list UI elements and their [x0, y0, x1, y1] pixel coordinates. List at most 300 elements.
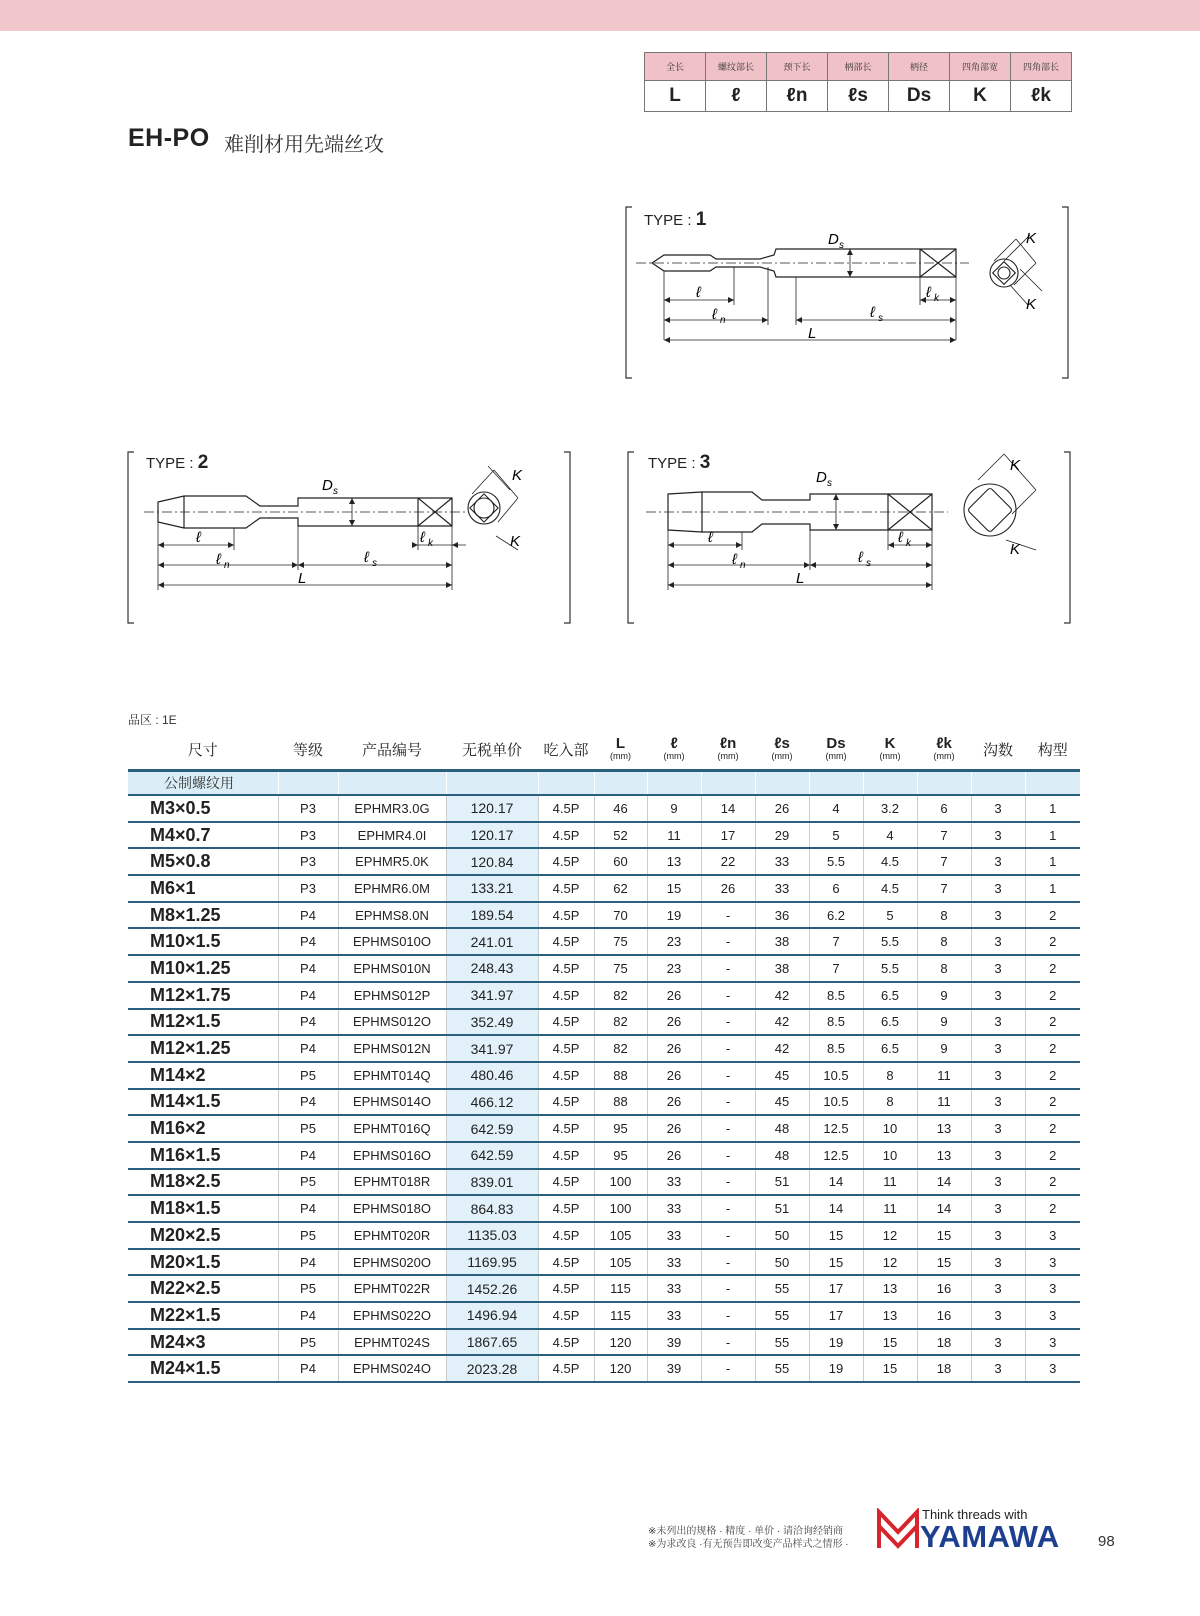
cell-price: 120.84 [446, 848, 538, 875]
cell-cls: P4 [278, 1302, 338, 1329]
cell-K: 4.5 [863, 875, 917, 902]
dim-ls-label: ℓ [858, 549, 863, 566]
cell-K: 6.5 [863, 1035, 917, 1062]
cell-price: 466.12 [446, 1089, 538, 1116]
cell-ln: - [701, 1115, 755, 1142]
legend-symbol: ℓ [706, 81, 767, 112]
cell-lk: 8 [917, 902, 971, 929]
cell-ls: 42 [755, 1035, 809, 1062]
cell-K: 12 [863, 1249, 917, 1276]
cell-chamfer: 4.5P [538, 1169, 594, 1196]
table-row [128, 1329, 1080, 1356]
table-row [128, 1169, 1080, 1196]
cell-L: 70 [594, 902, 647, 929]
cell-flutes: 3 [971, 795, 1025, 822]
footnote-line: ※未列出的规格 · 精度 · 单价 · 请洽询经销商 [648, 1526, 844, 1537]
cell-ln: - [701, 1062, 755, 1089]
cell-lk: 18 [917, 1329, 971, 1356]
table-row [128, 848, 1080, 875]
cell-lk: 9 [917, 982, 971, 1009]
dim-K-label-top: K [1010, 457, 1021, 474]
cell-cls: P5 [278, 1115, 338, 1142]
spec-table [128, 731, 1080, 1383]
cell-cls: P4 [278, 1249, 338, 1276]
cell-code: EPHMT016Q [338, 1115, 446, 1142]
col-price: 无税单价 [446, 731, 538, 770]
cell-L: 95 [594, 1115, 647, 1142]
cell-K: 12 [863, 1222, 917, 1249]
cell-ln: - [701, 982, 755, 1009]
legend-symbol: ℓk [1011, 81, 1072, 112]
cell-K: 5 [863, 902, 917, 929]
dim-lk-sub: k [934, 293, 939, 304]
cell-size: M16×1.5 [128, 1142, 278, 1169]
cell-chamfer: 4.5P [538, 1302, 594, 1329]
cell-code: EPHMR3.0G [338, 795, 446, 822]
dim-l-label: ℓ [696, 284, 701, 301]
table-row [128, 1249, 1080, 1276]
cell-l: 26 [647, 1089, 701, 1116]
type3-label: TYPE : 3 [648, 452, 711, 473]
cell-ls: 29 [755, 822, 809, 849]
cell-code: EPHMS010O [338, 928, 446, 955]
cell-type: 3 [1025, 1222, 1080, 1249]
cell-ln: 26 [701, 875, 755, 902]
cell-size: M12×1.75 [128, 982, 278, 1009]
cell-type: 3 [1025, 1275, 1080, 1302]
cell-price: 341.97 [446, 982, 538, 1009]
table-row [128, 1195, 1080, 1222]
legend-symbol: K [950, 81, 1011, 112]
cell-cls: P4 [278, 1009, 338, 1036]
cell-l: 15 [647, 875, 701, 902]
cell-cls: P5 [278, 1329, 338, 1356]
cell-lk: 18 [917, 1355, 971, 1382]
col-size: 尺寸 [128, 731, 278, 770]
col-class: 等级 [278, 731, 338, 770]
dim-l-label: ℓ [196, 529, 201, 546]
cell-chamfer: 4.5P [538, 1115, 594, 1142]
cell-chamfer: 4.5P [538, 875, 594, 902]
cell-K: 13 [863, 1275, 917, 1302]
cell-ls: 45 [755, 1089, 809, 1116]
dim-lk-sub: k [428, 538, 433, 549]
top-color-band [0, 0, 1200, 31]
cell-price: 864.83 [446, 1195, 538, 1222]
cell-code: EPHMT020R [338, 1222, 446, 1249]
cell-K: 5.5 [863, 955, 917, 982]
cell-Ds: 17 [809, 1302, 863, 1329]
cell-K: 8 [863, 1062, 917, 1089]
cell-L: 100 [594, 1169, 647, 1196]
col-l: ℓ (mm) [647, 731, 701, 770]
type2-diagram [126, 450, 576, 625]
cell-size: M22×1.5 [128, 1302, 278, 1329]
cell-l: 11 [647, 822, 701, 849]
table-row [128, 1035, 1080, 1062]
cell-flutes: 3 [971, 822, 1025, 849]
cell-cls: P4 [278, 982, 338, 1009]
legend-symbol: L [645, 81, 706, 112]
cell-flutes: 3 [971, 928, 1025, 955]
cell-ls: 55 [755, 1302, 809, 1329]
cell-cls: P4 [278, 902, 338, 929]
cell-K: 6.5 [863, 1009, 917, 1036]
col-ln: ℓn (mm) [701, 731, 755, 770]
cell-lk: 16 [917, 1275, 971, 1302]
cell-code: EPHMT022R [338, 1275, 446, 1302]
type1-diagram [624, 205, 1074, 380]
cell-chamfer: 4.5P [538, 1089, 594, 1116]
cell-ls: 38 [755, 928, 809, 955]
cell-l: 26 [647, 1035, 701, 1062]
cell-flutes: 3 [971, 875, 1025, 902]
cell-cls: P5 [278, 1275, 338, 1302]
cell-chamfer: 4.5P [538, 982, 594, 1009]
table-row [128, 955, 1080, 982]
cell-lk: 13 [917, 1142, 971, 1169]
cell-ls: 33 [755, 848, 809, 875]
cell-price: 352.49 [446, 1009, 538, 1036]
cell-chamfer: 4.5P [538, 928, 594, 955]
dim-ls-label: ℓ [364, 549, 369, 566]
cell-L: 62 [594, 875, 647, 902]
cell-cls: P3 [278, 822, 338, 849]
cell-code: EPHMS012P [338, 982, 446, 1009]
cell-Ds: 8.5 [809, 982, 863, 1009]
cell-code: EPHMS022O [338, 1302, 446, 1329]
cell-L: 52 [594, 822, 647, 849]
cell-Ds: 5 [809, 822, 863, 849]
brand-tagline: Think threads with [922, 1507, 1028, 1522]
col-ls: ℓs (mm) [755, 731, 809, 770]
cell-chamfer: 4.5P [538, 955, 594, 982]
dim-Ds-sub: s [839, 240, 844, 251]
cell-l: 26 [647, 982, 701, 1009]
cell-L: 88 [594, 1062, 647, 1089]
cell-chamfer: 4.5P [538, 1062, 594, 1089]
cell-lk: 6 [917, 795, 971, 822]
cell-type: 3 [1025, 1355, 1080, 1382]
table-row [128, 1142, 1080, 1169]
type1-label: TYPE : 1 [644, 209, 707, 230]
cell-lk: 9 [917, 1009, 971, 1036]
cell-K: 15 [863, 1355, 917, 1382]
cell-chamfer: 4.5P [538, 1009, 594, 1036]
table-row [128, 902, 1080, 929]
col-Ds: Ds (mm) [809, 731, 863, 770]
cell-l: 26 [647, 1009, 701, 1036]
cell-flutes: 3 [971, 1035, 1025, 1062]
cell-l: 39 [647, 1329, 701, 1356]
cell-ln: - [701, 1355, 755, 1382]
cell-type: 1 [1025, 822, 1080, 849]
cell-ls: 33 [755, 875, 809, 902]
cell-ls: 42 [755, 982, 809, 1009]
cell-flutes: 3 [971, 1089, 1025, 1116]
cell-type: 2 [1025, 1169, 1080, 1196]
cell-size: M20×2.5 [128, 1222, 278, 1249]
cell-size: M20×1.5 [128, 1249, 278, 1276]
cell-type: 3 [1025, 1329, 1080, 1356]
cell-l: 33 [647, 1222, 701, 1249]
cell-K: 8 [863, 1089, 917, 1116]
cell-chamfer: 4.5P [538, 1222, 594, 1249]
cell-type: 2 [1025, 1142, 1080, 1169]
cell-ln: - [701, 1169, 755, 1196]
cell-ln: - [701, 1195, 755, 1222]
cell-L: 75 [594, 928, 647, 955]
dim-L-label: L [808, 325, 817, 342]
cell-Ds: 8.5 [809, 1035, 863, 1062]
cell-type: 2 [1025, 1009, 1080, 1036]
cell-size: M16×2 [128, 1115, 278, 1142]
cell-ln: - [701, 1329, 755, 1356]
cell-ls: 48 [755, 1115, 809, 1142]
cell-ls: 38 [755, 955, 809, 982]
cell-l: 33 [647, 1169, 701, 1196]
table-row [128, 1009, 1080, 1036]
cell-K: 4.5 [863, 848, 917, 875]
cell-lk: 15 [917, 1249, 971, 1276]
table-row [128, 1222, 1080, 1249]
cell-code: EPHMS010N [338, 955, 446, 982]
cell-chamfer: 4.5P [538, 1355, 594, 1382]
dim-l-label: ℓ [708, 529, 713, 546]
cell-ln: - [701, 902, 755, 929]
cell-L: 82 [594, 1035, 647, 1062]
cell-lk: 9 [917, 1035, 971, 1062]
cell-price: 120.17 [446, 795, 538, 822]
cell-price: 642.59 [446, 1115, 538, 1142]
cell-cls: P4 [278, 1355, 338, 1382]
cell-lk: 8 [917, 928, 971, 955]
dim-ln-sub: n [720, 315, 726, 326]
metric-thread-label: 公制螺纹用 [128, 770, 278, 795]
dim-ls-sub: s [866, 558, 871, 569]
cell-price: 642.59 [446, 1142, 538, 1169]
cell-K: 11 [863, 1195, 917, 1222]
col-lk: ℓk (mm) [917, 731, 971, 770]
footnote [648, 1525, 849, 1551]
cell-ln: 22 [701, 848, 755, 875]
cell-ln: - [701, 1275, 755, 1302]
cell-ls: 45 [755, 1062, 809, 1089]
cell-price: 120.17 [446, 822, 538, 849]
cell-flutes: 3 [971, 1355, 1025, 1382]
dim-K-label-bottom: K [1010, 541, 1021, 558]
cell-type: 2 [1025, 928, 1080, 955]
cell-Ds: 15 [809, 1222, 863, 1249]
cell-size: M3×0.5 [128, 795, 278, 822]
cell-K: 6.5 [863, 982, 917, 1009]
cell-l: 13 [647, 848, 701, 875]
legend-symbol: ℓn [767, 81, 828, 112]
cell-L: 105 [594, 1249, 647, 1276]
cell-chamfer: 4.5P [538, 1249, 594, 1276]
cell-code: EPHMS016O [338, 1142, 446, 1169]
cell-l: 33 [647, 1195, 701, 1222]
dim-ln-sub: n [740, 560, 746, 571]
col-K: K (mm) [863, 731, 917, 770]
cell-flutes: 3 [971, 1302, 1025, 1329]
cell-type: 1 [1025, 875, 1080, 902]
table-row [128, 1355, 1080, 1382]
dim-lk-label: ℓ [420, 529, 425, 546]
cell-ln: - [701, 928, 755, 955]
cell-flutes: 3 [971, 1062, 1025, 1089]
type3-diagram [626, 450, 1076, 625]
dim-Ds-sub: s [333, 486, 338, 497]
cell-type: 1 [1025, 795, 1080, 822]
cell-type: 2 [1025, 1062, 1080, 1089]
cell-type: 1 [1025, 848, 1080, 875]
cell-size: M10×1.25 [128, 955, 278, 982]
cell-Ds: 8.5 [809, 1009, 863, 1036]
product-code-title: EH-PO [128, 124, 210, 152]
cell-Ds: 6 [809, 875, 863, 902]
cell-code: EPHMR6.0M [338, 875, 446, 902]
cell-lk: 11 [917, 1062, 971, 1089]
cell-size: M18×1.5 [128, 1195, 278, 1222]
dim-ls-label: ℓ [870, 304, 875, 321]
cell-cls: P4 [278, 928, 338, 955]
cell-price: 1135.03 [446, 1222, 538, 1249]
cell-cls: P4 [278, 1089, 338, 1116]
legend-symbol: ℓs [828, 81, 889, 112]
col-chamfer: 吃入部 [538, 731, 594, 770]
cell-price: 480.46 [446, 1062, 538, 1089]
cell-ls: 48 [755, 1142, 809, 1169]
cell-chamfer: 4.5P [538, 848, 594, 875]
cell-type: 2 [1025, 1035, 1080, 1062]
cell-ln: - [701, 1035, 755, 1062]
table-row [128, 1115, 1080, 1142]
cell-flutes: 3 [971, 1169, 1025, 1196]
cell-ln: - [701, 1302, 755, 1329]
cell-size: M14×2 [128, 1062, 278, 1089]
brand-name: YAMAWA [920, 1519, 1060, 1554]
yamawa-logo-icon [876, 1508, 920, 1550]
cell-size: M22×2.5 [128, 1275, 278, 1302]
cell-l: 39 [647, 1355, 701, 1382]
dim-K-label-bottom: K [1026, 296, 1037, 313]
table-row [128, 928, 1080, 955]
cell-L: 100 [594, 1195, 647, 1222]
cell-flutes: 3 [971, 1249, 1025, 1276]
legend-label: 四角部宽 [950, 53, 1011, 81]
cell-cls: P5 [278, 1222, 338, 1249]
cell-size: M5×0.8 [128, 848, 278, 875]
cell-Ds: 14 [809, 1169, 863, 1196]
cell-ls: 55 [755, 1329, 809, 1356]
table-row [128, 795, 1080, 822]
cell-price: 1867.65 [446, 1329, 538, 1356]
cell-code: EPHMS020O [338, 1249, 446, 1276]
cell-K: 13 [863, 1302, 917, 1329]
table-row [128, 982, 1080, 1009]
cell-ls: 55 [755, 1355, 809, 1382]
cell-K: 5.5 [863, 928, 917, 955]
cell-flutes: 3 [971, 1222, 1025, 1249]
cell-ls: 26 [755, 795, 809, 822]
cell-K: 4 [863, 822, 917, 849]
col-L: L (mm) [594, 731, 647, 770]
cell-Ds: 12.5 [809, 1115, 863, 1142]
cell-type: 2 [1025, 902, 1080, 929]
cell-ln: - [701, 1089, 755, 1116]
dim-lk-label: ℓ [926, 284, 931, 301]
cell-lk: 11 [917, 1089, 971, 1116]
cell-L: 88 [594, 1089, 647, 1116]
dim-ln-label: ℓ [712, 306, 717, 323]
col-type: 构型 [1025, 731, 1080, 770]
cell-ls: 50 [755, 1249, 809, 1276]
legend-label: 螺纹部长 [706, 53, 767, 81]
cell-ls: 51 [755, 1195, 809, 1222]
cell-size: M12×1.25 [128, 1035, 278, 1062]
cell-L: 120 [594, 1355, 647, 1382]
cell-code: EPHMS018O [338, 1195, 446, 1222]
dimension-legend [644, 52, 1072, 112]
cell-ls: 55 [755, 1275, 809, 1302]
cell-cls: P4 [278, 1195, 338, 1222]
legend-label: 全长 [645, 53, 706, 81]
cell-l: 9 [647, 795, 701, 822]
table-row [128, 875, 1080, 902]
cell-code: EPHMR5.0K [338, 848, 446, 875]
table-row [128, 1275, 1080, 1302]
col-code: 产品编号 [338, 731, 446, 770]
cell-size: M18×2.5 [128, 1169, 278, 1196]
cell-Ds: 17 [809, 1275, 863, 1302]
cell-cls: P4 [278, 1035, 338, 1062]
cell-ls: 36 [755, 902, 809, 929]
cell-chamfer: 4.5P [538, 1329, 594, 1356]
cell-chamfer: 4.5P [538, 1142, 594, 1169]
cell-lk: 7 [917, 848, 971, 875]
cell-code: EPHMT014Q [338, 1062, 446, 1089]
cell-size: M14×1.5 [128, 1089, 278, 1116]
cell-cls: P3 [278, 848, 338, 875]
cell-size: M6×1 [128, 875, 278, 902]
cell-cls: P4 [278, 955, 338, 982]
cell-ln: - [701, 1249, 755, 1276]
legend-label: 四角部长 [1011, 53, 1072, 81]
cell-size: M4×0.7 [128, 822, 278, 849]
legend-label: 柄径 [889, 53, 950, 81]
cell-Ds: 7 [809, 955, 863, 982]
cell-size: M10×1.5 [128, 928, 278, 955]
cell-Ds: 6.2 [809, 902, 863, 929]
cell-code: EPHMS014O [338, 1089, 446, 1116]
footnote-line: ※为求改良 ·有无预告即改变产品样式之情形 · [648, 1539, 849, 1550]
cell-chamfer: 4.5P [538, 795, 594, 822]
cell-type: 2 [1025, 982, 1080, 1009]
cell-K: 11 [863, 1169, 917, 1196]
cell-type: 2 [1025, 1195, 1080, 1222]
cell-type: 2 [1025, 955, 1080, 982]
cell-flutes: 3 [971, 848, 1025, 875]
cell-ln: - [701, 1222, 755, 1249]
table-row [128, 1062, 1080, 1089]
dim-Ds-sub: s [827, 478, 832, 489]
col-flutes: 沟数 [971, 731, 1025, 770]
cell-K: 10 [863, 1115, 917, 1142]
cell-lk: 15 [917, 1222, 971, 1249]
cell-K: 10 [863, 1142, 917, 1169]
cell-lk: 7 [917, 875, 971, 902]
